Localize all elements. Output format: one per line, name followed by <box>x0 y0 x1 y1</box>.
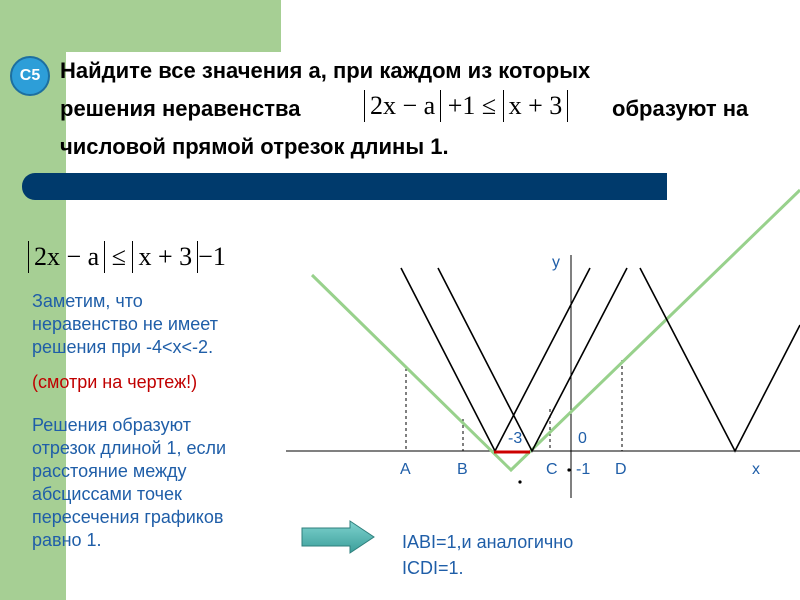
dot-marker <box>567 468 570 471</box>
abs-term-2: x + 3 <box>503 90 569 122</box>
result-text: IABI=1,и аналогично ICDI=1. <box>402 532 574 578</box>
dot-marker <box>518 480 521 483</box>
abs-term-1: 2x − a <box>28 241 105 273</box>
inequality-middle: ≤ <box>111 242 126 271</box>
point-label-a: A <box>400 461 411 478</box>
x-axis-label: x <box>752 461 760 478</box>
point-label-c: C <box>546 461 558 478</box>
title-line-2-prefix: решения неравенства <box>60 96 301 121</box>
note-see-drawing: (смотри на чертеж!) <box>32 372 198 392</box>
abs-term-1: 2x − a <box>364 90 441 122</box>
note-no-solution: Заметим, что неравенство не имеет решения при -4<x<-2. <box>32 291 218 357</box>
black-graph-3 <box>640 268 800 451</box>
green-graph <box>312 190 800 470</box>
inequality-tail: −1 <box>198 242 226 271</box>
y-axis-label: y <box>552 254 560 271</box>
black-graph-2 <box>438 268 627 451</box>
point-label-b: B <box>457 461 468 478</box>
tick-label-minus1: -1 <box>576 461 591 478</box>
title-line-2-suffix: образуют на <box>612 96 749 121</box>
inequality-middle: +1 ≤ <box>447 91 497 120</box>
title-line-3: числовой прямой отрезок длины 1. <box>60 134 449 159</box>
point-label-d: D <box>615 461 627 478</box>
title-line-1: Найдите все значения а, при каждом из которых <box>60 58 591 83</box>
note-segment-condition: Решения образуют отрезок длиной 1, если расстояние между абсциссами точек пересечения графиков равно 1. <box>32 415 227 550</box>
task-badge: С5 <box>10 56 50 96</box>
black-graph-1 <box>401 268 590 451</box>
abs-term-2: x + 3 <box>132 241 198 273</box>
tick-label-minus3: -3 <box>508 430 523 447</box>
tick-label-zero: 0 <box>578 430 587 447</box>
